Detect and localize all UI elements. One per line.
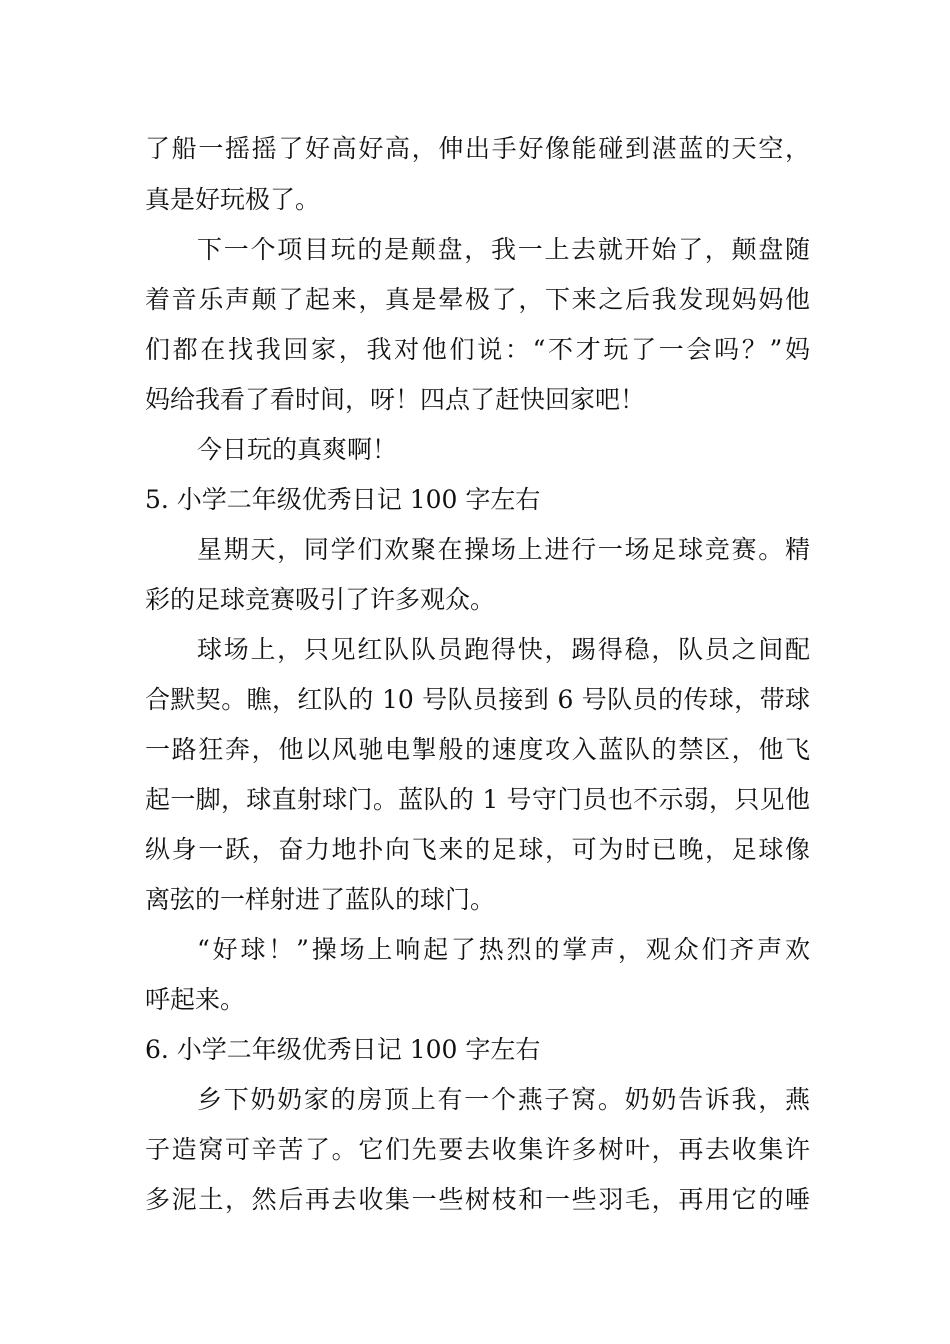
paragraph-line: 着音乐声颠了起来，真是晕极了，下来之后我发现妈妈他 <box>145 285 810 314</box>
section-heading: 6. 小学二年级优秀日记 100 字左右 <box>145 1035 541 1064</box>
paragraph-line: 呼起来。 <box>145 985 246 1014</box>
paragraph-line: 乡下奶奶家的房顶上有一个燕子窝。奶奶告诉我，燕 <box>197 1085 810 1114</box>
paragraph-line: 下一个项目玩的是颠盘，我一上去就开始了，颠盘随 <box>197 235 810 264</box>
paragraph-line: 真是好玩极了。 <box>145 185 321 214</box>
paragraph-line: 们都在找我回家，我对他们说：“不才玩了一会吗？”妈 <box>145 335 810 364</box>
paragraph-line: 合默契。瞧，红队的 10 号队员接到 6 号队员的传球，带球 <box>145 685 810 714</box>
paragraph-line: 多泥土，然后再去收集一些树枝和一些羽毛，再用它的唾 <box>145 1185 810 1214</box>
paragraph-line: 今日玩的真爽啊！ <box>197 435 398 464</box>
paragraph-line: 星期天，同学们欢聚在操场上进行一场足球竞赛。精 <box>197 535 810 564</box>
paragraph-line: 一路狂奔，他以风驰电掣般的速度攻入蓝队的禁区，他飞 <box>145 735 810 764</box>
paragraph-line: 起一脚，球直射球门。蓝队的 1 号守门员也不示弱，只见他 <box>145 785 810 814</box>
paragraph-line: 纵身一跃，奋力地扑向飞来的足球，可为时已晚，足球像 <box>145 835 810 864</box>
paragraph-line: “好球！”操场上响起了热烈的掌声，观众们齐声欢 <box>197 935 810 964</box>
paragraph-line: 妈给我看了看时间，呀！四点了赶快回家吧！ <box>145 385 646 414</box>
paragraph-line: 彩的足球竞赛吸引了许多观众。 <box>145 585 496 614</box>
paragraph-line: 了船一摇摇了好高好高，伸出手好像能碰到湛蓝的天空， <box>145 134 810 163</box>
section-heading: 5. 小学二年级优秀日记 100 字左右 <box>145 485 541 514</box>
paragraph-line: 球场上，只见红队队员跑得快，踢得稳，队员之间配 <box>197 635 810 664</box>
paragraph-line: 子造窝可辛苦了。它们先要去收集许多树叶，再去收集许 <box>145 1135 810 1164</box>
paragraph-line: 离弦的一样射进了蓝队的球门。 <box>145 885 496 914</box>
